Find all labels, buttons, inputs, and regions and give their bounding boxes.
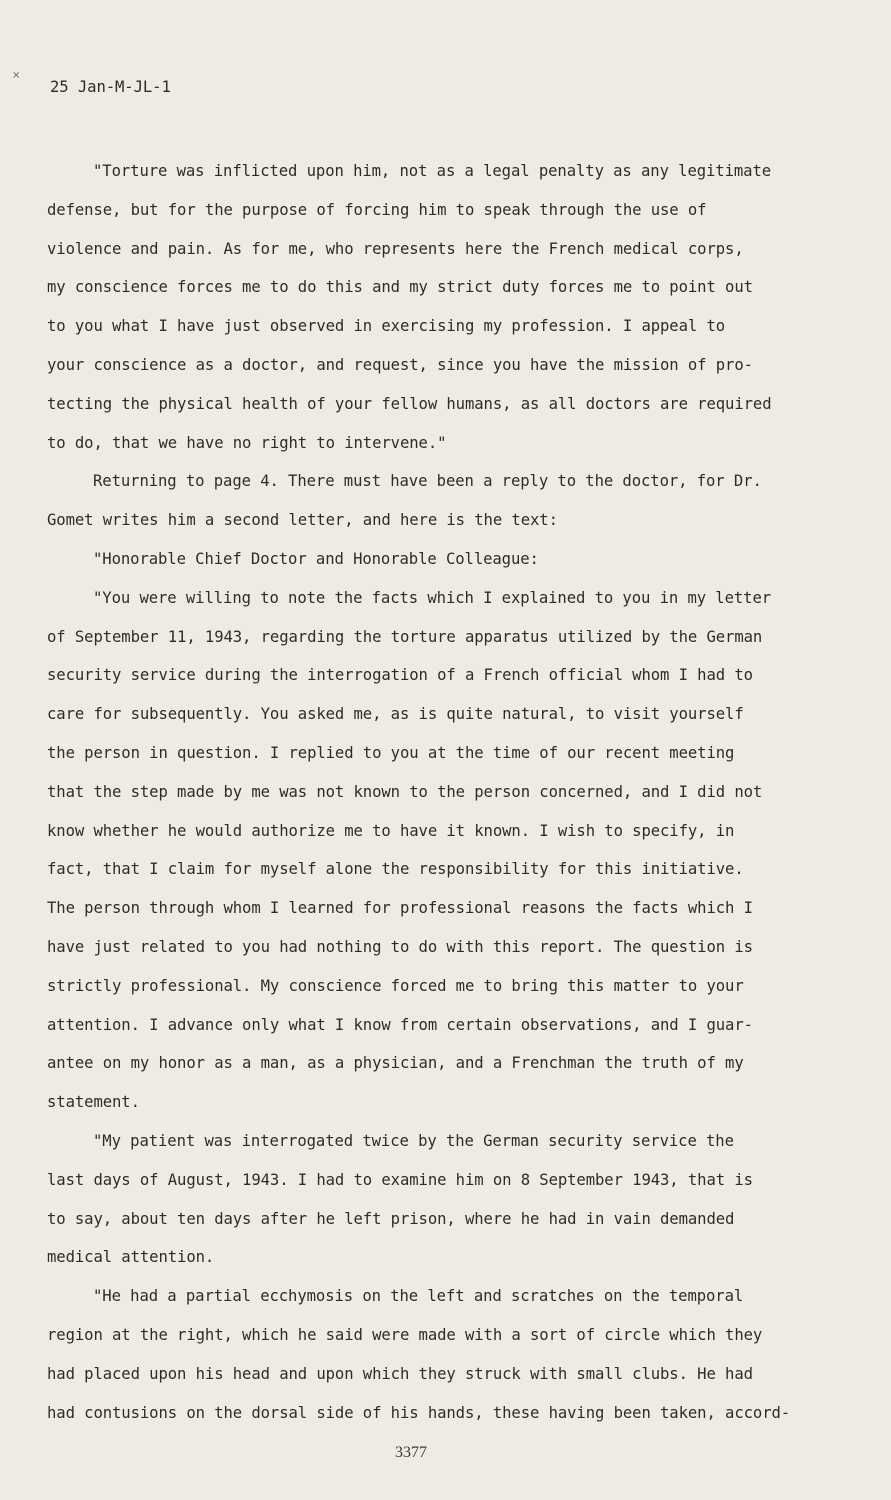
- text-line: "My patient was interrogated twice by the German security service the: [93, 1131, 734, 1150]
- text-line: "Torture was inflicted upon him, not as a legal penalty as any legitimate: [93, 162, 772, 180]
- text-line: region at the right, which he said were made with a sort of circle which they: [47, 1325, 763, 1344]
- text-line: to do, that we have no right to intervene.": [47, 433, 447, 452]
- text-line: of September 11, 1943, regarding the torture apparatus utilized by the German: [47, 627, 763, 646]
- text-line: have just related to you had nothing to do with this report. The question is: [47, 937, 753, 956]
- text-line: had contusions on the dorsal side of his hands, these having been taken, accord-: [47, 1403, 791, 1422]
- text-line: to you what I have just observed in exercising my profession. I appeal to: [47, 317, 726, 336]
- text-line: tecting the physical health of your fellow humans, as all doctors are required: [47, 394, 772, 413]
- text-line: my conscience forces me to do this and my strict duty forces me to point out: [47, 278, 753, 297]
- text-line: "Honorable Chief Doctor and Honorable Colleague:: [93, 549, 539, 568]
- text-line: Returning to page 4. There must have been a reply to the doctor, for Dr.: [93, 472, 762, 491]
- text-line: defense, but for the purpose of forcing him to speak through the use of: [47, 200, 707, 219]
- text-line: security service during the interrogation of a French official whom I had to: [47, 666, 753, 685]
- text-line: "He had a partial ecchymosis on the left and scratches on the temporal: [93, 1287, 744, 1306]
- text-line: to say, about ten days after he left prison, where he had in vain demanded: [47, 1209, 735, 1228]
- text-line: The person through whom I learned for professional reasons the facts which I: [47, 899, 753, 918]
- paragraph-1: [47, 160, 847, 470]
- text-line: your conscience as a doctor, and request, since you have the mission of pro-: [47, 355, 753, 374]
- paragraph-2: [47, 470, 847, 548]
- text-line: strictly professional. My conscience forced me to bring this matter to your: [47, 976, 744, 995]
- paragraph-3: [47, 548, 847, 587]
- text-line: violence and pain. As for me, who represents here the French medical corps,: [47, 239, 744, 258]
- body-text: [47, 160, 847, 1440]
- text-line: last days of August, 1943. I had to examine him on 8 September 1943, that is: [47, 1170, 753, 1189]
- text-line: care for subsequently. You asked me, as is quite natural, to visit yourself: [47, 705, 744, 724]
- text-line: antee on my honor as a man, as a physician, and a Frenchman the truth of my: [47, 1054, 744, 1073]
- document-reference: 25 Jan-M-JL-1: [50, 78, 171, 96]
- text-line: fact, that I claim for myself alone the responsibility for this initiative.: [47, 860, 744, 879]
- text-line: attention. I advance only what I know from certain observations, and I guar-: [47, 1015, 753, 1034]
- text-line: medical attention.: [47, 1248, 215, 1267]
- margin-mark: ⨯: [12, 70, 21, 81]
- text-line: know whether he would authorize me to have it known. I wish to specify, in: [47, 821, 735, 840]
- text-line: statement.: [47, 1093, 140, 1112]
- text-line: Gomet writes him a second letter, and here is the text:: [47, 511, 558, 530]
- paragraph-5: [47, 1130, 847, 1285]
- paragraph-4: [47, 587, 847, 1130]
- text-line: had placed upon his head and upon which they struck with small clubs. He had: [47, 1364, 753, 1383]
- page-number: 3377: [395, 1444, 427, 1461]
- text-line: that the step made by me was not known to the person concerned, and I did not: [47, 782, 763, 801]
- text-line: "You were willing to note the facts which I explained to you in my letter: [93, 588, 772, 607]
- paragraph-6: [47, 1285, 847, 1440]
- text-line: the person in question. I replied to you at the time of our recent meeting: [47, 743, 735, 762]
